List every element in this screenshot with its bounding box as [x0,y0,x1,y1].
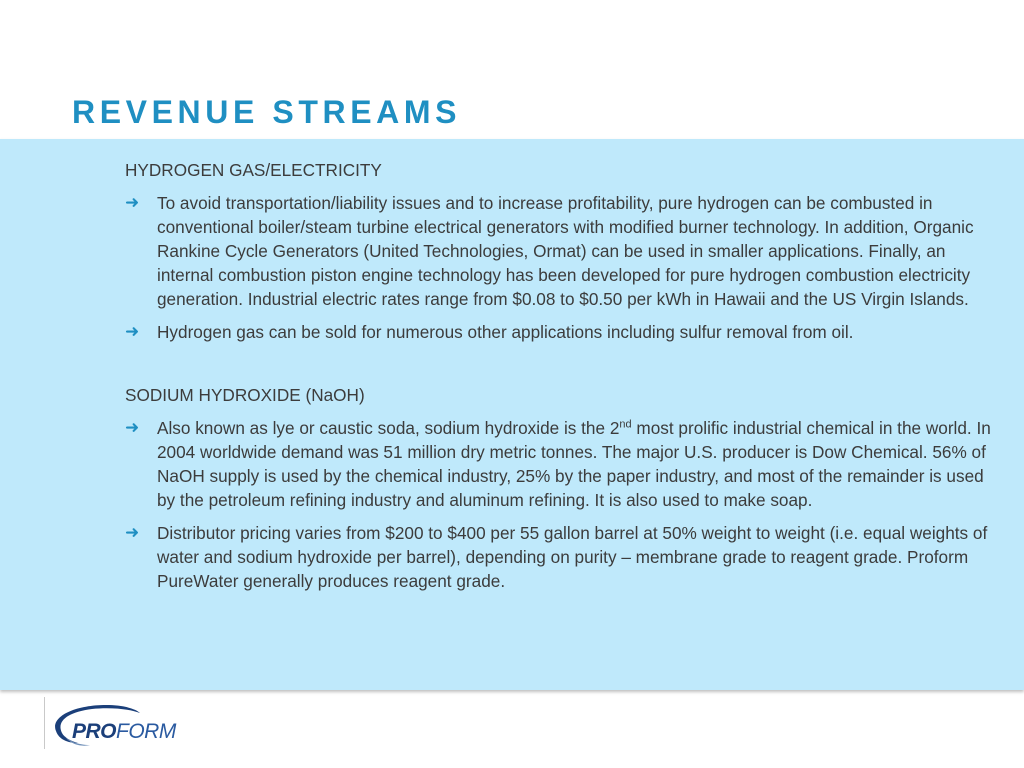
arrow-right-icon: ➜ [125,322,140,341]
bullet-text: Distributor pricing varies from $200 to $400 per 55 gallon barrel at 50% weight to weight (i.e. equal weights of water and sodium hydroxide per barrel), depending on purity – membrane grade to reagent grade. Proform PureWater generally produces reagent grade. [157,523,988,591]
section-heading-hydrogen: HYDROGEN GAS/ELECTRICITY [125,160,382,180]
bullet-item [125,320,1000,344]
section-heading-sodium-hydroxide: SODIUM HYDROXIDE (NaOH) [125,385,365,405]
arrow-right-icon: ➜ [125,523,140,542]
bullet-text [157,416,1000,512]
bullet-item [125,191,1000,311]
proform-wordmark [72,720,176,744]
arrow-right-icon: ➜ [125,418,140,437]
logo-text-form: FORM [116,720,176,743]
slide-content [125,158,1000,602]
slide-title: REVENUE STREAMS [72,94,462,130]
bullet-text: Hydrogen gas can be sold for numerous other applications including sulfur removal from oil. [157,322,854,342]
bullet-text-part: most prolific industrial chemical in the world. In 2004 worldwide demand was 51 million dry metric tonnes. The major U.S. producer is Dow Chemical. 56% of NaOH supply is used by the chemical industry, 25% by the paper industry, and most of the remainder is used by the petroleum refining industry and aluminum refining. It is also used to make soap. [157,418,991,510]
bullet-item [125,521,1000,593]
ordinal-suffix: nd [619,418,632,431]
arrow-right-icon: ➜ [125,193,140,212]
logo-text-pro: PRO [72,720,117,743]
bullet-text: To avoid transportation/liability issues and to increase profitability, pure hydrogen can be combusted in conventional boiler/steam turbine electrical generators with modified burner technology. In addition, Organic Rankine Cycle Generators (United Technologies, Ormat) can be used in smaller applications. Finally, an internal combustion piston engine technology has been developed for pure hydrogen combustion electricity generation. Industrial electric rates range from $0.08 to $0.50 per kWh in Hawaii and the US Virgin Islands. [157,193,974,309]
section-spacer [125,353,1000,383]
bullet-item [125,416,1000,512]
bullet-text-part: Also known as lye or caustic soda, sodium hydroxide is the 2 [157,418,620,438]
